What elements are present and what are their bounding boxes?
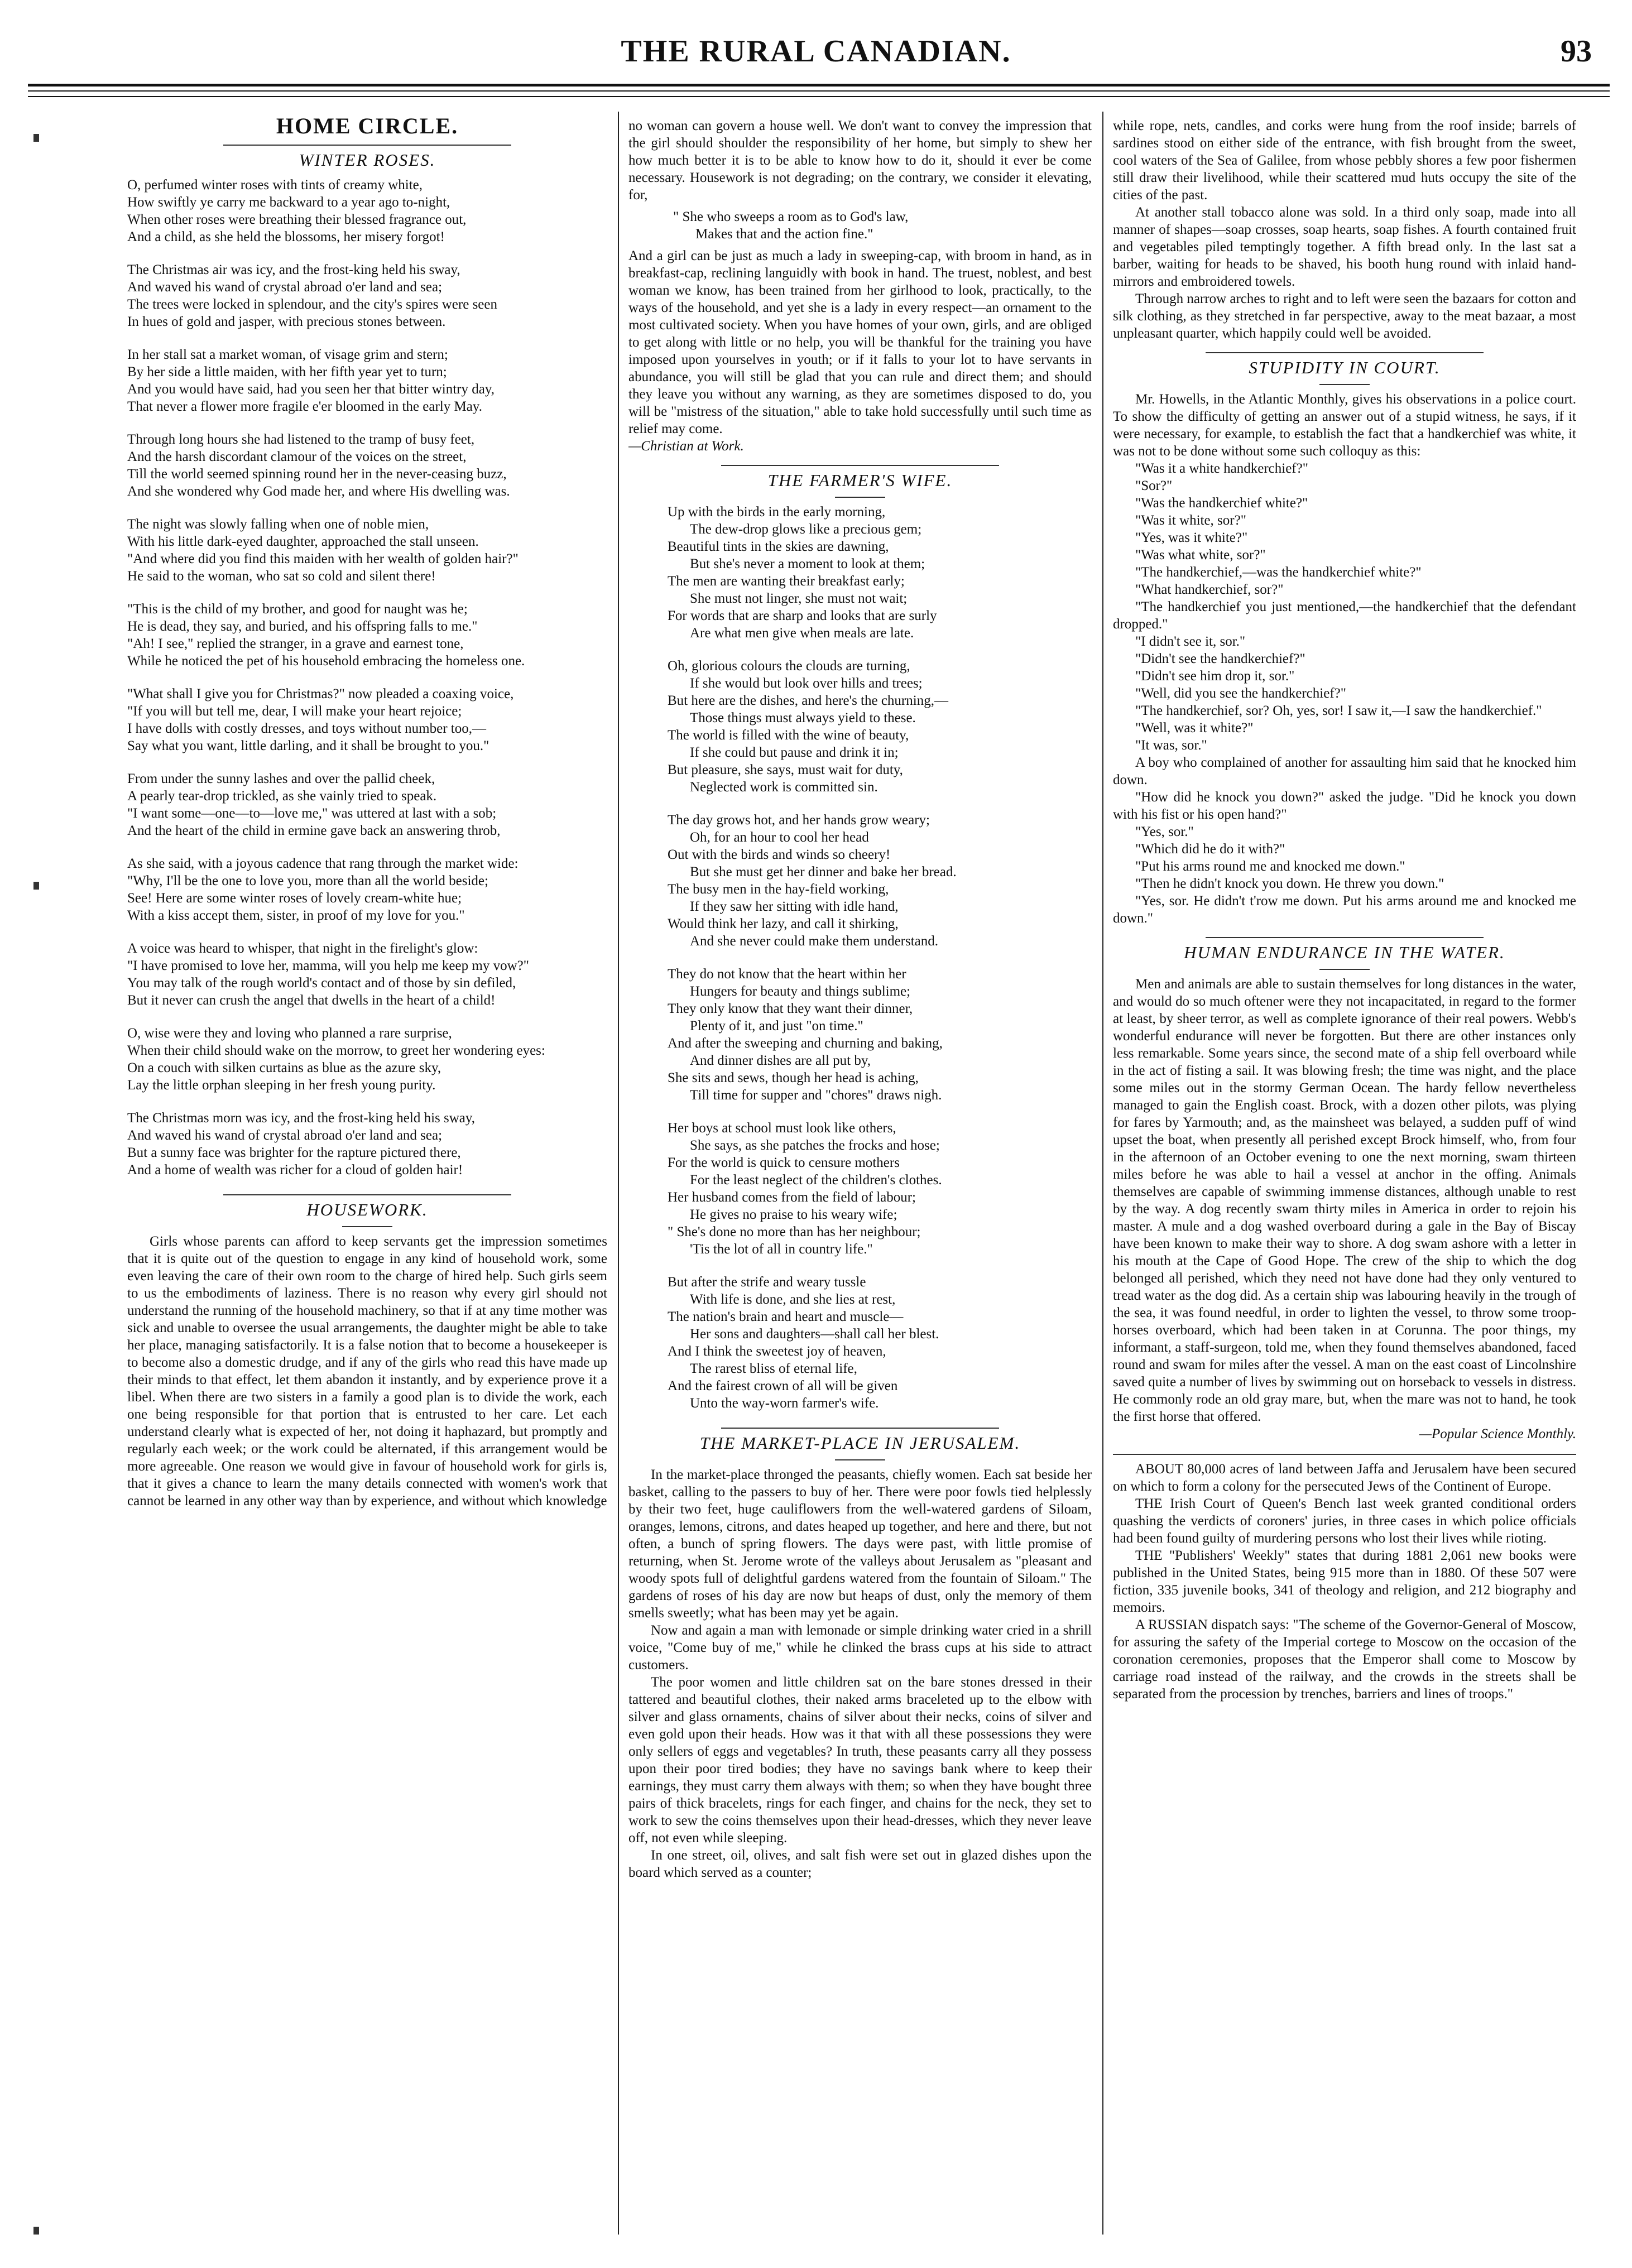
article-paragraph: while rope, nets, candles, and corks were hung from the roof inside; barrels of sardines stood on either side of the entrance, with fish brought from the sweet, cool waters of the Sea of Galilee, from whose pebbly shores a few poor fishermen still draw their livelihood, while their scattered mud huts occupy the site of the cities of the past. — [1113, 118, 1576, 203]
poem-line: "Why, I'll be the one to love you, more than all the world beside; — [127, 873, 488, 888]
poem-line: The world is filled with the wine of beauty, — [668, 728, 909, 743]
dialogue-line: "Yes, sor." — [1135, 824, 1194, 839]
article-title: THE MARKET-PLACE IN JERUSALEM. — [699, 1433, 1021, 1453]
poem-line: "Ah! I see," replied the stranger, in a grave and earnest tone, — [127, 636, 464, 651]
poem-line: And I think the sweetest joy of heaven, — [668, 1344, 886, 1359]
dialogue-line: "Was what white, sor?" — [1135, 547, 1266, 563]
divider — [1319, 384, 1370, 385]
divider — [835, 1459, 885, 1460]
poem-line: When other roses were breathing their blessed fragrance out, — [127, 212, 467, 227]
column-1 — [127, 117, 607, 2235]
dialogue-paragraph: "Yes, sor. He didn't t'row me down. Put his arms around me and knocked me down." — [1113, 893, 1576, 926]
poem-line: In her stall sat a market woman, of visage grim and stern; — [127, 347, 448, 362]
poem-line: But a sunny face was brighter for the rapture pictured there, — [127, 1145, 461, 1160]
article-paragraph: Through narrow arches to right and to left were seen the bazaars for cotton and silk clothing, as they stretched in far perspective, away to the meat bazaar, a most unpleasant quarter, which happily could well be avoided. — [1113, 291, 1576, 341]
article-body — [628, 1466, 1092, 1881]
poem-line: But after the strife and weary tussle — [668, 1275, 866, 1290]
dialogue-line: "Didn't see him drop it, sor." — [1135, 669, 1295, 684]
stanza — [127, 346, 607, 415]
article-source: —Christian at Work. — [628, 439, 744, 454]
poem-line: And a child, as she held the blossoms, her misery forgot! — [127, 229, 445, 244]
poem-line: And the harsh discordant clamour of the voices on the street, — [127, 449, 467, 464]
poem-line: Say what you want, little darling, and it shall be brought to you." — [127, 738, 489, 753]
divider — [223, 145, 511, 146]
header-rule-thin — [28, 90, 1610, 92]
dialogue-line: "Didn't see the handkerchief?" — [1135, 651, 1305, 666]
poem-line: And she never could make them understand. — [690, 934, 939, 949]
poem-line: They do not know that the heart within her — [668, 967, 906, 982]
article-paragraph: And a girl can be just as much a lady in sweeping-cap, with broom in hand, as in breakfast-cap, reclining languidly with book in hand. The truest, noblest, and best woman we know, has been trained from her girlhood to look, practically, to the ways of the household, and yet she is a lady in every respect—an ornament to the most cultivated society. When you have homes of your own, girls, and are obliged to get along with little or no help, you will be thankful for the training you have imposed upon yourselves in youth; or if it falls to your lot to have servants in abundance, you will still be glad that you can rule and direct them; and should they leave you without any warning, as they are sometimes disposed to do, you will be "mistress of the situation," able to take hold successfully until such time as relief may come. — [628, 248, 1092, 436]
poem-line: And she wondered why God made her, and where His dwelling was. — [127, 484, 510, 499]
poem-line: In hues of gold and jasper, with precious stones between. — [127, 314, 446, 329]
poem-line: "What shall I give you for Christmas?" now pleaded a coaxing voice, — [127, 686, 514, 701]
dialogue-line: "The handkerchief,—was the handkerchief white?" — [1135, 565, 1422, 580]
poem-line: But she must get her dinner and bake her bread. — [690, 864, 957, 880]
stanza — [127, 261, 607, 330]
poem-line: Those things must always yield to these. — [690, 710, 916, 725]
poem-line: The rarest bliss of eternal life, — [690, 1361, 857, 1376]
poem-line: And the fairest crown of all will be given — [668, 1378, 898, 1394]
poem-line: And waved his wand of crystal abroad o'er land and sea; — [127, 1128, 443, 1143]
poem-line: Plenty of it, and just "on time." — [690, 1018, 863, 1034]
poem-line: And waved his wand of crystal abroad o'er land and sea; — [127, 280, 443, 295]
poem-line: Would think her lazy, and call it shirking, — [668, 916, 899, 931]
stanza — [668, 811, 1092, 950]
poem-line: How swiftly ye carry me backward to a year ago to-night, — [127, 195, 450, 210]
poem-line: But here are the dishes, and here's the churning,— — [668, 693, 948, 708]
poem-line: If she could but pause and drink it in; — [690, 745, 899, 760]
poem-line: Till the world seemed spinning round her in the never-ceasing buzz, — [127, 467, 507, 482]
dialogue-line: "I didn't see it, sor." — [1135, 634, 1246, 649]
stanza — [127, 176, 607, 246]
stanza — [127, 431, 607, 500]
news-item: THE "Publishers' Weekly" states that during 1881 2,061 new books were published in the United States, being 915 more than in 1880. Of these 507 were fiction, 335 juvenile books, 341 of theology and religion, and 212 biography and memoirs. — [1113, 1548, 1576, 1615]
poem-line: "If you will but tell me, dear, I will make your heart rejoice; — [127, 704, 462, 719]
stanza — [127, 855, 607, 924]
stanza — [127, 1109, 607, 1179]
poem-line: But she's never a moment to look at them; — [690, 556, 925, 571]
poem-line: If they saw her sitting with idle hand, — [690, 899, 899, 914]
poem-line: The men are wanting their breakfast early; — [668, 574, 905, 589]
dialogue-line: "Put his arms round me and knocked me down." — [1135, 859, 1405, 874]
poem-line: With a kiss accept them, sister, in proof of my love for you." — [127, 908, 465, 923]
divider — [1206, 352, 1484, 353]
poem-line: O, perfumed winter roses with tints of creamy white, — [127, 177, 423, 193]
poem-line: The nation's brain and heart and muscle— — [668, 1309, 904, 1324]
poem-line: And the heart of the child in ermine gave back an answering throb, — [127, 823, 501, 838]
stanza — [668, 503, 1092, 642]
divider — [223, 1194, 511, 1195]
poem-line: Till time for supper and "chores" draws nigh. — [690, 1088, 942, 1103]
dialogue-line: "Was it a white handkerchief?" — [1135, 461, 1308, 476]
header-rule — [28, 84, 1610, 87]
poem-line: When their child should wake on the morrow, to greet her wondering eyes: — [127, 1043, 545, 1058]
stanza — [668, 965, 1092, 1104]
dialogue-line: "Sor?" — [1135, 478, 1173, 493]
poem-body — [127, 176, 607, 1179]
stanza — [127, 770, 607, 839]
poem-line: And dinner dishes are all put by, — [690, 1053, 871, 1068]
article-paragraph: Now and again a man with lemonade or simple drinking water cried in a shrill voice, "Come buy of me," while he clinked the brass cups at his side to attract customers. — [628, 1623, 1092, 1673]
poem-line: 'Tis the lot of all in country life." — [690, 1242, 873, 1257]
dialogue-paragraph: "The handkerchief you just mentioned,—the handkerchief that the defendant dropped." — [1113, 599, 1576, 632]
poem-line: As she said, with a joyous cadence that rang through the market wide: — [127, 856, 519, 871]
divider — [835, 497, 885, 498]
poem-line: He is dead, they say, and buried, and his offspring falls to me." — [127, 619, 478, 634]
article-source: —Popular Science Monthly. — [1419, 1426, 1576, 1441]
poem-line: Out with the birds and winds so cheery! — [668, 847, 891, 862]
poem-line: "I have promised to love her, mamma, will you help me keep my vow?" — [127, 958, 529, 973]
poem-line: Her sons and daughters—shall call her blest. — [690, 1327, 939, 1342]
dialogue — [1113, 719, 1576, 754]
poem-line: Up with the birds in the early morning, — [668, 504, 886, 520]
poem-line: For the world is quick to censure mothers — [668, 1155, 900, 1170]
stanza — [127, 940, 607, 1009]
poem-line: The night was slowly falling when one of noble mien, — [127, 517, 429, 532]
column-3 — [1113, 117, 1576, 2235]
poem-line: Lay the little orphan sleeping in her fresh young purity. — [127, 1078, 436, 1093]
binding-mark — [33, 882, 39, 890]
binding-mark — [33, 2227, 39, 2235]
poem-line: For the least neglect of the children's clothes. — [690, 1173, 942, 1188]
stanza — [127, 600, 607, 670]
column-2 — [628, 117, 1092, 2235]
divider — [1113, 1454, 1576, 1455]
article-title: HUMAN ENDURANCE IN THE WATER. — [1184, 943, 1505, 962]
poem-line: But pleasure, she says, must wait for duty, — [668, 762, 903, 777]
poem-line: But it never can crush the angel that dwells in the heart of a child! — [127, 993, 496, 1008]
poem-line: By her side a little maiden, with her fifth year yet to turn; — [127, 364, 447, 379]
poem-body — [668, 503, 1092, 1412]
poem-line: The Christmas morn was icy, and the frost-king held his sway, — [127, 1111, 476, 1126]
poem-line: While he noticed the pet of his household embracing the homeless one. — [127, 654, 525, 669]
poem-line: That never a flower more fragile e'er bloomed in the early May. — [127, 399, 482, 414]
divider — [1319, 969, 1370, 970]
poem-line: She must not linger, she must not wait; — [690, 591, 908, 606]
article-paragraph: no woman can govern a house well. We don't want to convey the impression that the girl should shoulder the responsibility of her home, but simply to shew her how much better it is to be able to know how to do it, should it ever be come necessary. Housework is not degrading; on the contrary, we consider it elevating, for, — [628, 118, 1092, 203]
poem-line: And after the sweeping and churning and baking, — [668, 1036, 943, 1051]
dialogue-line: "Yes, was it white?" — [1135, 530, 1248, 545]
stanza — [127, 516, 607, 585]
article-paragraph: Men and animals are able to sustain themselves for long distances in the water, and would do so much oftener were they not incapacitated, in regard to the former at least, by sheer terror, as well as complete ignorance of their real powers. Webb's wonderful endurance will never be forgotten. But there are other instances only less remarkable. Some years since, the second mate of a ship fell overboard while in the act of fisting a sail. It was blowing fresh; the time was night, and the place some miles out in the stormy German Ocean. The hardy fellow nevertheless managed to gain the English coast. Brock, with a dozen other pilots, was plying for fares by Yarmouth; and, as the mainsheet was belayed, a sudden puff of wind upset the boat, when presently all perished except Brock himself, who, from four in the afternoon of an October evening to one the next morning, swam thirteen miles before he was able to hail a vessel at anchor in the offing. Animals themselves are capable of swimming immense distances, although unable to rest by the way. A dog recently swam thirty miles in America in order to rejoin his master. A mule and a dog washed overboard during a gale in the Bay of Biscay have been known to make their way to shore. A dog swam ashore with a letter in his mouth at the Cape of Good Hope. The crew of the ship to which the dog belonged all perished, which they need not have done had they only ventured to tread water as the dog did. As a certain ship was labouring heavily in the trough of the sea, it was found needful, in order to lighten the vessel, to throw some troop-horses overboard, which had been taken in at Corunna. The poor things, my informant, a staff-surgeon, told me, when they found themselves abandoned, faced round and swam for miles after the vessel. A man on the east coast of Lincolnshire saved quite a number of lives by swimming out on horseback to vessels in distress. He commonly rode an old gray mare, but, when the mare was not to hand, he took the first horse that offered. — [1113, 977, 1576, 1424]
stanza — [668, 657, 1092, 796]
header-rule-thin-2 — [28, 96, 1610, 97]
poem-line: See! Here are some winter roses of lovely cream-white hue; — [127, 891, 462, 906]
dialogue-line: "Was it white, sor?" — [1135, 513, 1246, 528]
dialogue — [1113, 460, 1576, 598]
poem-line: They only know that they want their dinner, — [668, 1001, 913, 1016]
stanza — [127, 1025, 607, 1094]
dialogue-line: "It was, sor." — [1135, 738, 1207, 753]
poem-line: She says, as she patches the frocks and hose; — [690, 1138, 940, 1153]
article-paragraph: Mr. Howells, in the Atlantic Monthly, gives his observations in a police court. To show the difficulty of getting an answer out of a stupid witness, he says, if it were necessary, for example, to establish the fact that a handkerchief was white, it was not to be done without some such colloquy as this: — [1113, 392, 1576, 459]
dialogue-paragraph: "Then he didn't knock you down. He threw you down." — [1135, 876, 1444, 891]
poem-line: She sits and sews, though her head is aching, — [668, 1070, 919, 1085]
poem-line: The dew-drop glows like a precious gem; — [690, 522, 922, 537]
poem-title: WINTER ROSES. — [299, 150, 436, 170]
news-item: ABOUT 80,000 acres of land between Jaffa and Jerusalem have been secured on which to form a colony for the persecuted Jews of the Continent of Europe. — [1113, 1462, 1576, 1494]
poem-line: With his little dark-eyed daughter, approached the stall unseen. — [127, 534, 479, 549]
page-number: 93 — [1561, 34, 1592, 69]
poem-line: "And where did you find this maiden with her wealth of golden hair?" — [127, 551, 519, 566]
poem-line: The Christmas air was icy, and the frost-king held his sway, — [127, 262, 460, 277]
stanza — [127, 685, 607, 755]
section-heading: HOME CIRCLE. — [276, 117, 459, 138]
news-item: THE Irish Court of Queen's Bench last week granted conditional orders quashing the verdicts of coroners' juries, in three cases in which police officials had been found guilty of murdering persons who lost their lives while rioting. — [1113, 1496, 1576, 1546]
dialogue-line: "Was the handkerchief white?" — [1135, 496, 1308, 511]
dialogue-line: "Well, did you see the handkerchief?" — [1135, 686, 1346, 701]
column-divider — [1102, 112, 1103, 2235]
poem-title: THE FARMER'S WIFE. — [767, 470, 953, 490]
article-paragraph: At another stall tobacco alone was sold. In a third only soap, made into all manner of shapes—soap crosses, soap hearts, soap fishes. A fourth contained fruit and vegetables piled temptingly together. A fifth bread only. In the last sat a barber, waiting for heads to be shaved, his booth hung round with inlaid hand-mirrors and embroidered towels. — [1113, 205, 1576, 289]
news-briefs — [1113, 1460, 1576, 1703]
divider — [721, 465, 999, 466]
poem-line: He gives no praise to his weary wife; — [690, 1207, 897, 1222]
quote-line: Makes that and the action fine." — [695, 227, 873, 242]
poem-line: O, wise were they and loving who planned a rare surprise, — [127, 1026, 452, 1041]
poem-line: A pearly tear-drop trickled, as she vainly tried to speak. — [127, 789, 437, 804]
poem-line: The day grows hot, and her hands grow weary; — [668, 813, 930, 828]
poem-line: Unto the way-worn farmer's wife. — [690, 1396, 879, 1411]
poem-line: The trees were locked in splendour, and the city's spires were seen — [127, 297, 497, 312]
dialogue-paragraph: "The handkerchief, sor? Oh, yes, sor! I saw it,—I saw the handkerchief." — [1135, 703, 1542, 718]
poem-line: Oh, glorious colours the clouds are turning, — [668, 659, 910, 674]
poem-line: From under the sunny lashes and over the pallid cheek, — [127, 771, 435, 786]
poem-line: A voice was heard to whisper, that night in the firelight's glow: — [127, 941, 478, 956]
poem-line: The busy men in the hay-field working, — [668, 882, 889, 897]
poem-line: He said to the woman, who sat so cold and silent there! — [127, 569, 436, 584]
column-divider — [618, 112, 619, 2235]
article-paragraph: Girls whose parents can afford to keep servants get the impression sometimes that it is quite out of the question to engage in any kind of household work, some even leaving the care of their own room to the charge of hired help. Such girls seem to us the embodiments of laziness. There is no reason why every girl should not understand the running of the household machinery, so that if at any time mother was sick and unable to oversee the usual arrangements, the daughter might be able to take her place, managing satisfactorily. It is a false notion that to become a housekeeper is to become also a domestic drudge, and if any of the girls who read this have made up their minds to that effect, let them abandon it instantly, and by experience prove it a libel. When there are two sisters in a family a good plan is to divide the work, each one being responsible for that portion that is entrusted to her care. Let each understand clearly what is expected of her, not doing it haphazard, but promptly and regularly each week; or the work could be alternated, if this arrangement would be more agreeable. One reason we would give in favour of household work for girls is, that it gives a chance to learn the many details connected with women's work that cannot be learned in any other way than by experience, and without which knowledge — [127, 1234, 607, 1508]
poem-line: Are what men give when meals are late. — [690, 626, 914, 641]
article-paragraph: The poor women and little children sat on the bare stones dressed in their tattered and beautiful clothes, their naked arms braceleted up to the elbow with silver and glass ornaments, chains of silver about their necks, coins of silver and even gold upon their heads. How was it that with all these possessions they were only sellers of eggs and vegetables? In truth, these peasants carry all they possess upon their poor tired bodies; they have no savings bank where to keep their earnings, they must carry them always with them; so when they have bought three pairs of thick bracelets, rings for each finger, and chains for the neck, they set to work to sew the coins themselves upon their head-dresses, which they never leave off, not even while sleeping. — [628, 1675, 1092, 1846]
poem-line: If she would but look over hills and trees; — [690, 676, 923, 691]
publication-title: THE RURAL CANADIAN. — [621, 34, 1011, 69]
poem-line: Through long hours she had listened to the tramp of busy feet, — [127, 432, 475, 447]
dialogue-line: "What handkerchief, sor?" — [1135, 582, 1284, 597]
poem-line: And a home of wealth was richer for a cloud of golden hair! — [127, 1162, 463, 1178]
divider — [342, 1226, 392, 1227]
poem-line: "I want some—one—to—love me," was uttered at last with a sob; — [127, 806, 497, 821]
news-item: A RUSSIAN dispatch says: "The scheme of the Governor-General of Moscow, for assuring the safety of the Imperial cortege to Moscow on the occasion of the coronation ceremonies, proposes that the Emperor shall come to Moscow by carriage road instead of the railway, and the crowds in the streets shall be separated from the procession by trenches, barriers and lines of troops." — [1113, 1617, 1576, 1702]
divider — [721, 1428, 999, 1429]
poem-line: Neglected work is committed sin. — [690, 780, 878, 795]
article-paragraph: A boy who complained of another for assaulting him said that he knocked him down. — [1113, 755, 1576, 787]
article-paragraph: In the market-place thronged the peasants, chiefly women. Each sat beside her basket, calling to the passers to buy of her. There were poor fowls tied helplessly by their two feet, huge cauliflowers from the well-watered gardens of Siloam, oranges, lemons, citrons, and dates heaped up together, and here and there, but not often, a bunch of spring flowers. The days were past, with little promise of returning, when St. Jerome wrote of the valleys about Jerusalem as "pleasant and woody spots full of delightful gardens watered from the fountain of Siloam." The gardens of roses of his day are now but heaps of dust, only the memory of them smells sweetly; what has been may yet be again. — [628, 1467, 1092, 1621]
divider — [1206, 937, 1484, 938]
stanza — [668, 1274, 1092, 1412]
poem-line: Oh, for an hour to cool her head — [690, 830, 869, 845]
poem-line: Hungers for beauty and things sublime; — [690, 984, 911, 999]
poem-line: On a couch with silken curtains as blue as the azure sky, — [127, 1060, 441, 1075]
binding-mark — [33, 134, 39, 142]
dialogue-line: "Well, was it white?" — [1135, 720, 1254, 736]
quotation — [673, 208, 1092, 243]
poem-line: "This is the child of my brother, and good for naught was he; — [127, 602, 468, 617]
poem-line: For words that are sharp and looks that are surly — [668, 608, 937, 623]
poem-line: And you would have said, had you seen her that bitter wintry day, — [127, 382, 495, 397]
poem-line: Her husband comes from the field of labour; — [668, 1190, 916, 1205]
article-title: HOUSEWORK. — [306, 1200, 428, 1219]
masthead — [22, 21, 1610, 77]
quote-line: " She who sweeps a room as to God's law, — [673, 209, 909, 224]
poem-line: I have dolls with costly dresses, and toys without number too,— — [127, 721, 486, 736]
poem-line: Beautiful tints in the skies are dawning, — [668, 539, 889, 554]
poem-line: You may talk of the rough world's contact and of those by sin defiled, — [127, 976, 516, 991]
article-title: STUPIDITY IN COURT. — [1249, 358, 1441, 377]
poem-line: Her boys at school must look like others, — [668, 1121, 896, 1136]
dialogue — [1113, 823, 1576, 875]
article-paragraph: In one street, oil, olives, and salt fish were set out in glazed dishes upon the board which served as a counter; — [628, 1848, 1092, 1880]
dialogue — [1113, 633, 1576, 702]
dialogue-line: "Which did he do it with?" — [1135, 842, 1285, 857]
poem-line: " She's done no more than has her neighbour; — [668, 1224, 921, 1239]
dialogue-paragraph: "How did he knock you down?" asked the judge. "Did he knock you down with his fist or his open hand?" — [1113, 790, 1576, 822]
stanza — [668, 1119, 1092, 1258]
poem-line: With life is done, and she lies at rest, — [690, 1292, 896, 1307]
